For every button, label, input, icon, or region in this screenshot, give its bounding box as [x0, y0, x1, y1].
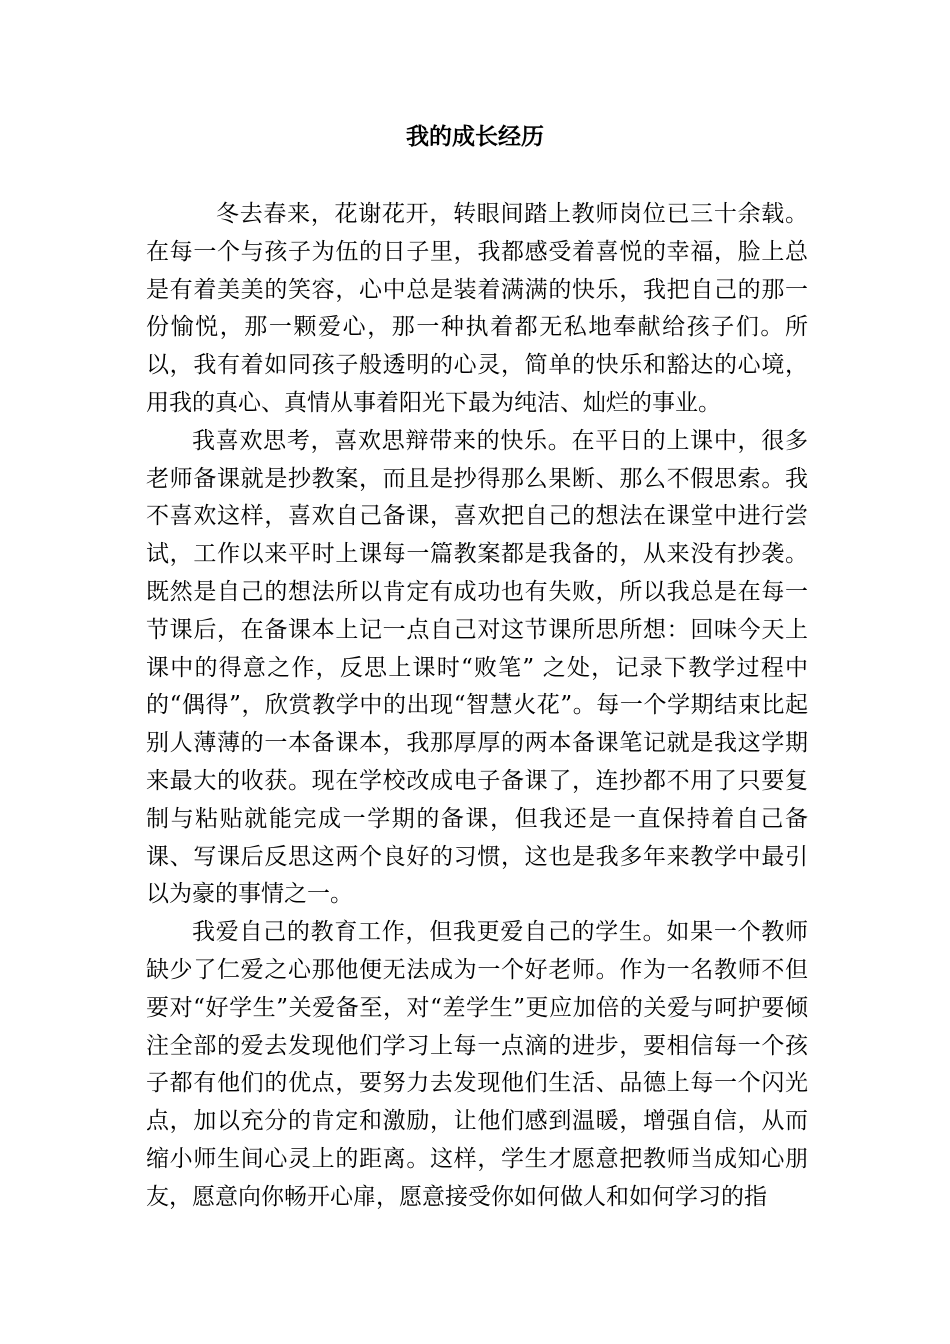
document-body	[146, 196, 808, 1217]
paragraph-3: 我爱自己的教育工作，但我更爱自己的学生。如果一个教师缺少了仁爱之心那他便无法成为一个好老师。作为一名教师不但要对“好学生”关爱备至，对“差学生”更应加倍的关爱与呵护要倾注全部的爱去发现他们学习上每一点滴的进步，要相信每一个孩子都有他们的优点，要努力去发现他们生活、品德上每一个闪光点，加以充分的肯定和激励，让他们感到温暖，增强自信，从而缩小师生间心灵上的距离。这样，学生才愿意把教师当成知心朋友，愿意向你畅开心扉，愿意接受你如何做人和如何学习的指	[146, 919, 808, 1210]
paragraph-1: 冬去春来，花谢花开，转眼间踏上教师岗位已三十余载。在每一个与孩子为伍的日子里，我都感受着喜悦的幸福，脸上总是有着美美的笑容，心中总是装着满满的快乐，我把自己的那一份愉悦，那一颗爱心，那一种执着都无私地奉献给孩子们。所以，我有着如同孩子般透明的心灵，简单的快乐和豁达的心境，用我的真心、真情从事着阳光下最为纯洁、灿烂的事业。	[146, 201, 808, 416]
paragraph-2: 我喜欢思考，喜欢思辩带来的快乐。在平日的上课中，很多老师备课就是抄教案，而且是抄得那么果断、那么不假思索。我不喜欢这样，喜欢自己备课，喜欢把自己的想法在课堂中进行尝试，工作以来平时上课每一篇教案都是我备的，从来没有抄袭。既然是自己的想法所以肯定有成功也有失败，所以我总是在每一节课后，在备课本上记一点自己对这节课所思所想：回味今天上课中的得意之作，反思上课时“败笔” 之处，记录下教学过程中的“偶得”，欣赏教学中的出现“智慧火花”。每一个学期结束比起别人薄薄的一本备课本，我那厚厚的两本备课笔记就是我这学期来最大的收获。现在学校改成电子备课了，连抄都不用了只要复制与粘贴就能完成一学期的备课，但我还是一直保持着自己备课、写课后反思这两个良好的习惯，这也是我多年来教学中最引以为豪的事情之一。	[146, 427, 808, 908]
document-title: 我的成长经历	[406, 124, 544, 150]
